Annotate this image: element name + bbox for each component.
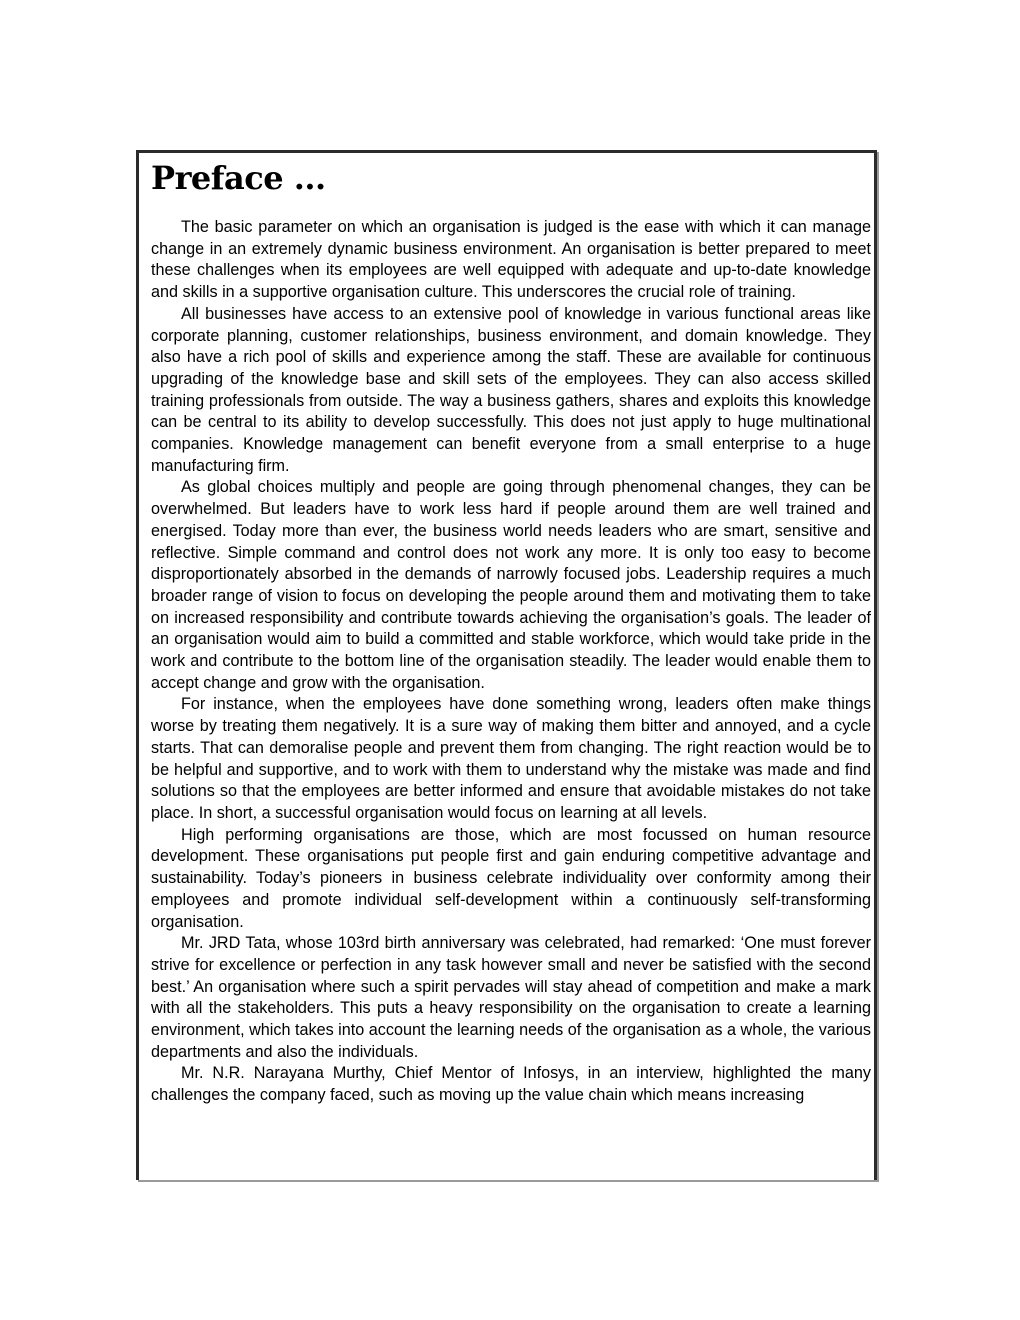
paragraph: Mr. JRD Tata, whose 103rd birth anniversary was celebrated, had remarked: ‘One must forever strive for excellence or perfection in any task however small and never be satisfied with the second best.’ An organisation where such a spirit pervades will stay ahead of competition and make a mark with all the stakeholders. This puts a heavy responsibility on the organisation to create a learning environment, which takes into account the learning needs of the organisation as a whole, the various departments and also the individuals. [151,934,871,1061]
paragraph: High performing organisations are those, which are most focussed on human resource development. These organisations put people first and gain enduring competitive advantage and sustainability. Today’s pioneers in business celebrate individuality over conformity among their employees and promote individual self-development within a continuously self-transforming organisation. [151,825,871,931]
paragraph: Mr. N.R. Narayana Murthy, Chief Mentor of Infosys, in an interview, highlighted the many challenges the company faced, such as moving up the value chain which means increasing [151,1064,871,1105]
preface-body [151,217,871,1107]
paragraph: As global choices multiply and people are going through phenomenal changes, they can be overwhelmed. But leaders have to work less hard if people around them are well trained and energised. Today more than ever, the business world needs leaders who are smart, sensitive and reflective. Simple command and control does not work any more. It is only too easy to become disproportionately absorbed in the demands of narrowly focused jobs. Leadership requires a much broader range of vision to focus on developing the people around them and motivating them to take on increased responsibility and contribute towards achieving the organisation’s goals. The leader of an organisation would aim to build a committed and stable workforce, which would take pride in the work and contribute to the bottom line of the organisation steadily. The leader would enable them to accept change and grow with the organisation. [151,478,871,692]
preface-frame [136,150,877,1180]
paragraph: For instance, when the employees have done something wrong, leaders often make things worse by treating them negatively. It is a sure way of making them bitter and annoyed, and a cycle starts. That can demoralise people and prevent them from changing. The right reaction would be to be helpful and supportive, and to work with them to understand why the mistake was made and find solutions so that the employees are better informed and ensure that avoidable mistakes do not take place. In short, a successful organisation would focus on learning at all levels. [151,695,871,822]
page-title: Preface ... [151,159,326,197]
paragraph: The basic parameter on which an organisation is judged is the ease with which it can manage change in an extremely dynamic business environment. An organisation is better prepared to meet these challenges when its employees are well equipped with adequate and up-to-date knowledge and skills in a supportive organisation culture. This underscores the crucial role of training. [151,218,871,302]
paragraph: All businesses have access to an extensive pool of knowledge in various functional areas like corporate planning, customer relationships, business environment, and domain knowledge. They also have a rich pool of skills and experience among the staff. These are available for continuous upgrading of the knowledge base and skill sets of the employees. They can also access skilled training professionals from outside. The way a business gathers, shares and exploits this knowledge can be central to its ability to develop successfully. This does not just apply to huge multinational companies. Knowledge management can benefit everyone from a small enterprise to a huge manufacturing firm. [151,304,871,475]
